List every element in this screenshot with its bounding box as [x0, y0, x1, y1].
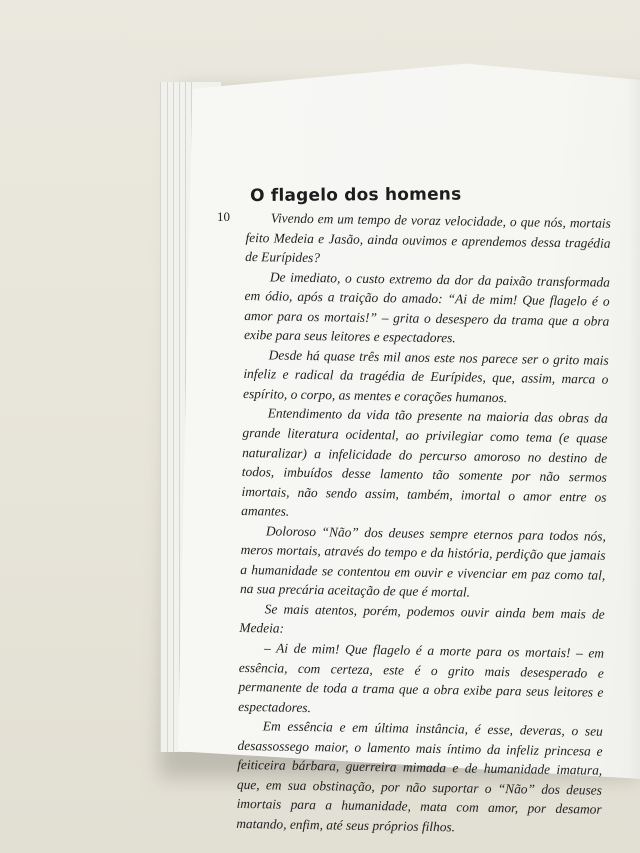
paragraph: De imediato, o custo extremo da dor da paixão transformada em ódio, após a traição do amado: “Ai de mim! Que flagelo é o amor para os mortais!” – grita o desespero da trama que a obra exibe para seus leitores e espectadores. [243, 269, 611, 346]
paragraph: Vivendo em um tempo de voraz velocidade, o que nós, mortais feito Medeia e Jasão, ainda ouvimos e aprendemos dessa tragédia de Eurípides? [245, 210, 611, 266]
page-edge-line [167, 82, 168, 752]
paragraph: Entendimento da vida tão presente na maioria das obras da grande literatura ocidental, ao privilegiar como tema (e quase naturalizar) a infelicidade do percurso amoroso no destino de todos, imbuídos desse lamento tão somente por não sermos imortais, não sendo assim, também, imortal o amor entre os amantes. [241, 405, 608, 519]
page-number: 10 [217, 209, 230, 224]
paragraph: Doloroso “Não” dos deuses sempre eternos para todos nós, meros mortais, através do tempo e da história, perdição que jamais a humanidade se contentou em ouvir e vivenciar em paz como tal, na sua precária aceitação de que é mortal. [239, 523, 607, 600]
paragraph: Se mais atentos, porém, podemos ouvir ainda bem mais de Medeia: [239, 601, 605, 637]
page-edge-line [179, 82, 180, 752]
chapter-title: O flagelo dos homens [250, 184, 462, 206]
paragraph: Desde há quase três mil anos este nos parece ser o grito mais infeliz e radical da tragédia de Eurípides, que, assim, marca o espírito, o corpo, as mentes e corações humanos. [242, 347, 609, 406]
body-text [236, 208, 611, 839]
paragraph: – Ai de mim! Que flagelo é a morte para os mortais! – em essência, com certeza, este é o grito mais desesperado e permanente de toda a trama que a obra exibe para seus leitores e espectadores. [238, 640, 605, 715]
page-edge-line [173, 82, 174, 752]
page-curl-fade [628, 60, 640, 780]
paragraph: Em essência e em última instância, é esse, deveras, o seu desassossego maior, o lamento mais íntimo da infeliz princesa e feiticeira bárbara, guerreira mimada e de humanidade imatura, que, em sua obstinação, por não suportar o “Não” dos deuses imortais para a humanidade, mata com amor, por desamor matando, enfim, até seus próprios filhos. [236, 718, 603, 835]
